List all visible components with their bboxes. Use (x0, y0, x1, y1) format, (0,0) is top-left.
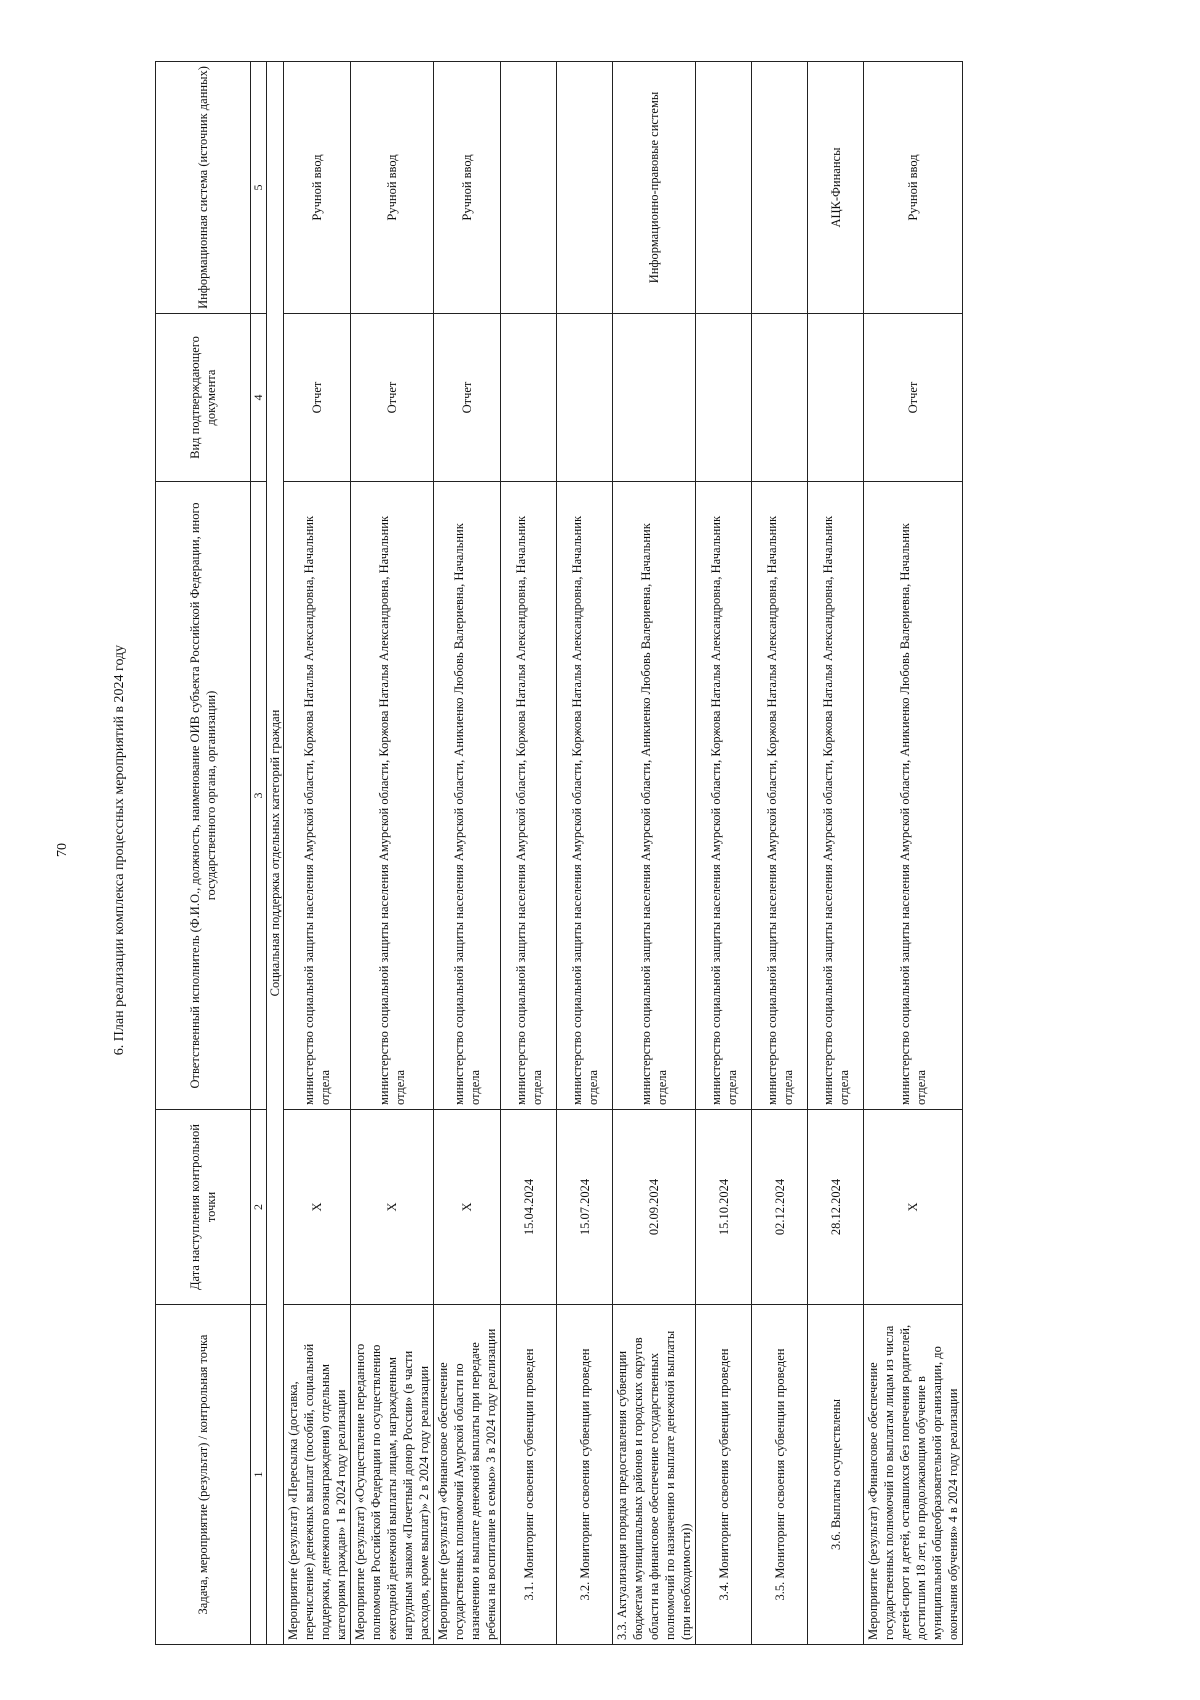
column-number: 1 (251, 1305, 267, 1645)
source-cell (752, 62, 808, 314)
date-cell: 15.04.2024 (501, 1110, 557, 1305)
header-executor: Ответственный исполнитель (Ф.И.О., должность, наименование ОИВ субъекта Российской Федерации, иного государственного органа, организации) (156, 482, 251, 1110)
task-cell: 3.1. Мониторинг освоения субвенции проведен (501, 1305, 557, 1645)
table-caption: 6. План реализации комплекса процессных мероприятий в 2024 году (112, 644, 127, 1056)
table-row (808, 62, 864, 1645)
document-cell: Отчет (434, 314, 501, 482)
executor-cell: министерство социальной защиты населения Амурской области, Коржова Наталья Александровна, Начальник отдела (501, 482, 557, 1110)
executor-cell: министерство социальной защиты населения Амурской области, Коржова Наталья Александровна, Начальник отдела (752, 482, 808, 1110)
source-cell: Ручной ввод (351, 62, 434, 314)
document-cell (696, 314, 752, 482)
executor-cell: министерство социальной защиты населения Амурской области, Коржова Наталья Александровна, Начальник отдела (808, 482, 864, 1110)
task-cell: 3.2. Мониторинг освоения субвенции проведен (557, 1305, 613, 1645)
table-row (613, 62, 696, 1645)
task-cell: 3.3. Актуализация порядка предоставления субвенции бюджетам муниципальных районов и городских округов области на финансовое обеспечение государственных полномочий по назначению и выплате денежной выплаты (при необходимости)) (613, 1305, 696, 1645)
table-row (501, 62, 557, 1645)
table-row (696, 62, 752, 1645)
header-date: Дата наступления контрольной точки (156, 1110, 251, 1305)
executor-cell: министерство социальной защиты населения Амурской области, Коржова Наталья Александровна, Начальник отдела (351, 482, 434, 1110)
section-title: Социальная поддержка отдельных категорий граждан (267, 62, 284, 1645)
table-row (752, 62, 808, 1645)
source-cell (696, 62, 752, 314)
document-cell: Отчет (351, 314, 434, 482)
table-row (864, 62, 963, 1645)
column-number: 3 (251, 482, 267, 1110)
table-row (434, 62, 501, 1645)
task-cell: 3.5. Мониторинг освоения субвенции проведен (752, 1305, 808, 1645)
task-cell: Мероприятие (результат) «Финансовое обеспечение государственных полномочий по выплатам лицам из числа детей-сирот и детей, оставшихся без попечения родителей, достигшим 18 лет, но продолжающим обучение в муниципальной общеобразовательной организации, до окончания обучения» 4 в 2024 году реализации (864, 1305, 963, 1645)
date-cell: 02.12.2024 (752, 1110, 808, 1305)
plan-table (155, 61, 963, 1645)
table-row (351, 62, 434, 1645)
date-cell: 15.10.2024 (696, 1110, 752, 1305)
task-cell: Мероприятие (результат) «Пересылка (доставка, перечисление) денежных выплат (пособий, социальной поддержки, денежного вознаграждения) отдельным категориям граждан» 1 в 2024 году реализации (284, 1305, 351, 1645)
source-cell: Ручной ввод (284, 62, 351, 314)
executor-cell: министерство социальной защиты населения Амурской области, Аникиенко Любовь Валериевна, Начальник отдела (434, 482, 501, 1110)
date-cell: X (434, 1110, 501, 1305)
header-task: Задача, мероприятие (результат) / контрольная точка (156, 1305, 251, 1645)
source-cell: АЦК-Финансы (808, 62, 864, 314)
table-row (557, 62, 613, 1645)
source-cell (501, 62, 557, 314)
document-cell: Отчет (864, 314, 963, 482)
table-row (284, 62, 351, 1645)
column-numbers-row (251, 62, 267, 1645)
date-cell: X (351, 1110, 434, 1305)
section-row (267, 62, 284, 1645)
document-cell: Отчет (284, 314, 351, 482)
executor-cell: министерство социальной защиты населения Амурской области, Коржова Наталья Александровна, Начальник отдела (284, 482, 351, 1110)
date-cell: X (284, 1110, 351, 1305)
date-cell: 28.12.2024 (808, 1110, 864, 1305)
executor-cell: министерство социальной защиты населения Амурской области, Коржова Наталья Александровна, Начальник отдела (557, 482, 613, 1110)
column-number: 5 (251, 62, 267, 314)
date-cell: 02.09.2024 (613, 1110, 696, 1305)
date-cell: X (864, 1110, 963, 1305)
source-cell (557, 62, 613, 314)
source-cell: Ручной ввод (864, 62, 963, 314)
column-number: 4 (251, 314, 267, 482)
document-cell (557, 314, 613, 482)
source-cell: Информационно-правовые системы (613, 62, 696, 314)
source-cell: Ручной ввод (434, 62, 501, 314)
document-cell (613, 314, 696, 482)
task-cell: 3.6. Выплаты осуществлены (808, 1305, 864, 1645)
header-row (156, 62, 251, 1645)
date-cell: 15.07.2024 (557, 1110, 613, 1305)
executor-cell: министерство социальной защиты населения Амурской области, Коржова Наталья Александровна, Начальник отдела (696, 482, 752, 1110)
document-cell (501, 314, 557, 482)
executor-cell: министерство социальной защиты населения Амурской области, Аникиенко Любовь Валериевна, Начальник отдела (613, 482, 696, 1110)
column-number: 2 (251, 1110, 267, 1305)
page-number: 70 (55, 843, 70, 857)
executor-cell: министерство социальной защиты населения Амурской области, Аникиенко Любовь Валериевна, Начальник отдела (864, 482, 963, 1110)
header-source: Информационная система (источник данных) (156, 62, 251, 314)
task-cell: 3.4. Мониторинг освоения субвенции проведен (696, 1305, 752, 1645)
document-cell (808, 314, 864, 482)
task-cell: Мероприятие (результат) «Финансовое обеспечение государственных полномочий Амурской области по назначению и выплате денежной выплаты при передаче ребенка на воспитание в семью» 3 в 2024 году реализации (434, 1305, 501, 1645)
document-cell (752, 314, 808, 482)
header-document: Вид подтверждающего документа (156, 314, 251, 482)
task-cell: Мероприятие (результат) «Осуществление переданного полномочия Российской Федерации по осуществлению ежегодной денежной выплаты лицам, награжденным нагрудным знаком «Почетный донор России» (в части расходов, кроме выплат)» 2 в 2024 году реализации (351, 1305, 434, 1645)
